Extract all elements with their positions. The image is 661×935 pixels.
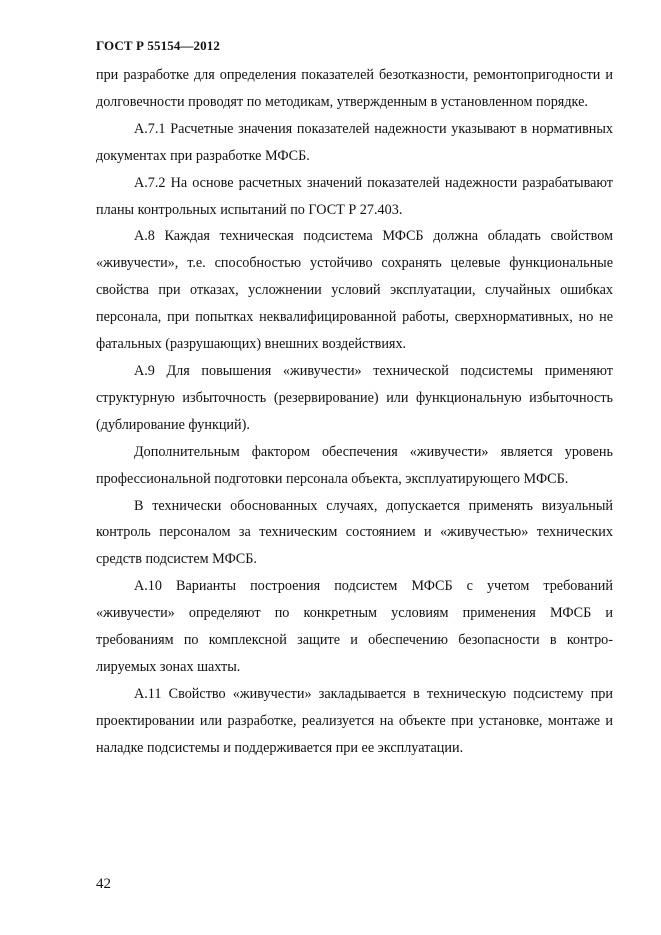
paragraph-a10: А.10 Варианты построения подсистем МФСБ с учетом требований «живучести» определяют по конкретным условиям применения МФСБ и требованиям по комплексной защите и обеспечению безопасности в контролируемых зонах шахты. [96, 578, 613, 675]
paragraph-a7-2: А.7.2 На основе расчетных значений показателей надежности разрабатывают планы контрольных испытаний по ГОСТ Р 27.403. [96, 174, 613, 218]
paragraph-visual-control: В технически обоснованных случаях, допускается применять визуальный контроль персоналом за техническим состоянием и «живучестью» технических средств подсистем МФСБ. [96, 497, 613, 568]
standard-header: ГОСТ Р 55154—2012 [96, 38, 220, 53]
paragraph-additional-factor: Дополнительным фактором обеспечения «живучести» является уровень профессиональной подготовки персонала объекта, эксплуатирующего МФСБ. [96, 443, 613, 487]
paragraph-a11: А.11 Свойство «живучести» закладывается в техническую подсистему при проектировании или разработке, реализуется на объекте при установке, монтаже и наладке подсистемы и поддерживается при ее эксплуатации. [96, 685, 613, 756]
paragraph-continuation: при разработке для определения показателей безотказности, ремонтопригодности и долговечности проводят по методикам, утвержденным в установленном порядке. [96, 67, 613, 110]
paragraph-a8: А.8 Каждая техническая подсистема МФСБ должна обладать свойством «живучести», т.е. способностью устойчиво сохранять целевые функциональные свойства при отказах, усложнении условий эксплуатации, случайных ошибках персонала, при попытках неквалифицированной работы, сверхнормативных, но не фатальных (разрушающих) внешних воздействиях. [96, 228, 613, 353]
paragraph-a9: А.9 Для повышения «живучести» технической подсистемы применяют структурную избыточность (резервирование) или функциональную избыточность (дублирование функций). [96, 362, 613, 433]
page-body [96, 62, 613, 762]
page-number: 42 [96, 876, 111, 892]
paragraph-a7-1: А.7.1 Расчетные значения показателей надежности указывают в нормативных документах при разработке МФСБ. [96, 120, 613, 164]
